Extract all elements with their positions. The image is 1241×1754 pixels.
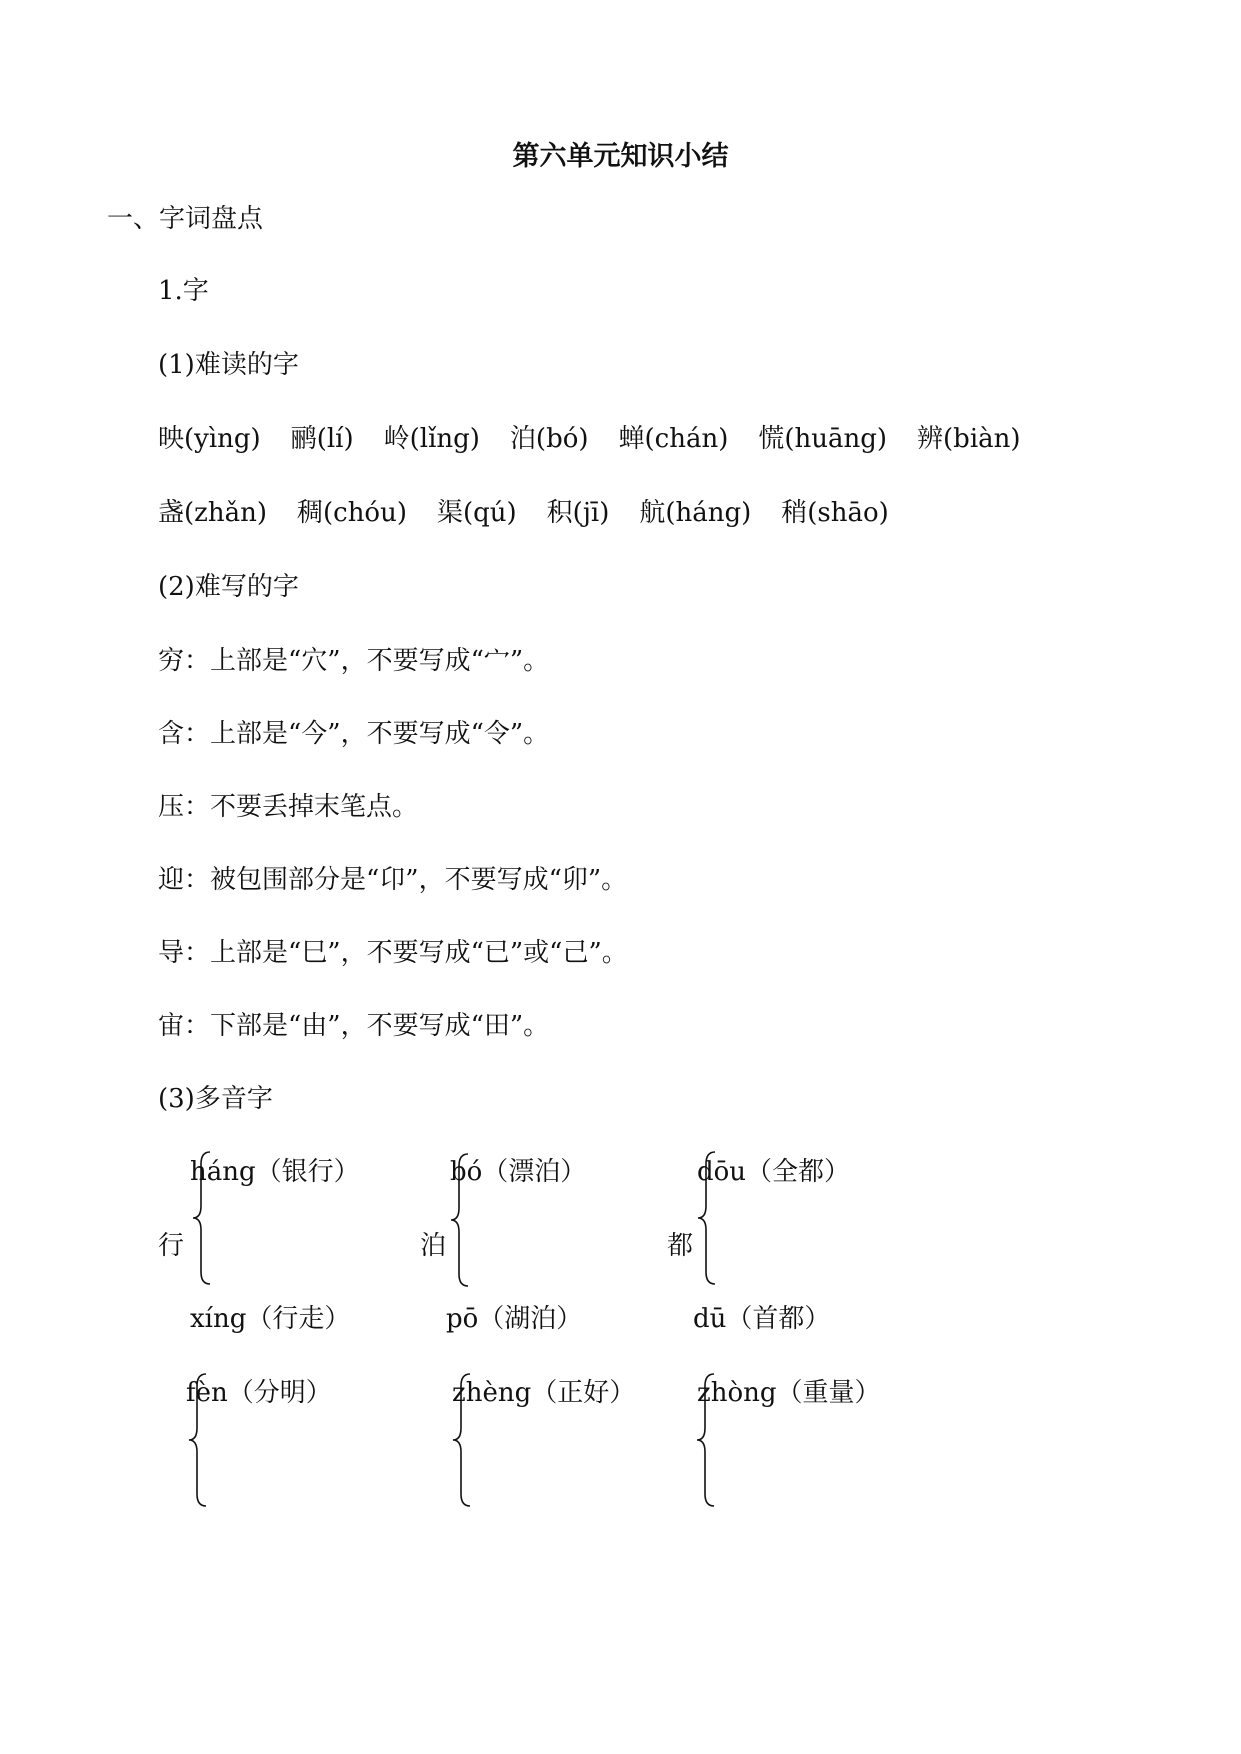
polyphone-reading-top: fèn（分明） — [186, 1378, 332, 1408]
hard-read-row-1 — [158, 418, 1051, 455]
char-pinyin: 映(yìng) — [158, 424, 261, 454]
hard-write-item: 宙：下部是“由”，不要写成“田”。 — [158, 1011, 550, 1041]
char-pinyin: 航(háng) — [639, 498, 752, 528]
char-pinyin: 慌(huāng) — [758, 424, 888, 454]
hard-write-item: 导：上部是“巳”，不要写成“已”或“己”。 — [158, 938, 628, 968]
hard-write-item: 压：不要丢掉末笔点。 — [158, 792, 419, 822]
polyphonic-heading: (3)多音字 — [158, 1084, 273, 1114]
hard-read-heading: (1)难读的字 — [158, 350, 299, 380]
section-heading-vocab: 一、字词盘点 — [107, 204, 264, 234]
char-pinyin: 岭(lǐng) — [383, 424, 480, 454]
brace-icon — [448, 1152, 472, 1288]
brace-icon — [450, 1372, 474, 1508]
polyphone-char: 行 — [158, 1231, 185, 1261]
polyphone-reading-bottom: dū（首都） — [693, 1304, 831, 1334]
page-title: 第六单元知识小结 — [512, 141, 729, 172]
char-pinyin: 盏(zhǎn) — [158, 498, 267, 528]
polyphone-reading-top: zhòng（重量） — [697, 1378, 881, 1408]
hard-write-item: 迎：被包围部分是“卬”，不要写成“卯”。 — [158, 865, 628, 895]
brace-icon — [186, 1372, 210, 1508]
char-pinyin: 稍(shāo) — [781, 498, 889, 528]
polyphone-reading-bottom: xíng（行走） — [190, 1304, 351, 1334]
char-pinyin: 鹂(lí) — [290, 424, 354, 454]
char-pinyin: 辨(biàn) — [917, 424, 1021, 454]
hard-read-row-2 — [158, 492, 919, 529]
hard-write-heading: (2)难写的字 — [158, 572, 299, 602]
brace-icon — [190, 1150, 214, 1286]
polyphone-reading-bottom: pō（湖泊） — [446, 1304, 583, 1334]
subsection-characters: 1.字 — [158, 276, 209, 306]
polyphone-reading-top: dōu（全都） — [697, 1157, 851, 1187]
polyphone-char: 都 — [667, 1231, 694, 1261]
hard-write-item: 含：上部是“今”，不要写成“令”。 — [158, 719, 550, 749]
polyphone-reading-top: bó（漂泊） — [450, 1157, 587, 1187]
hard-write-item: 穷：上部是“穴”，不要写成“宀”。 — [158, 646, 550, 676]
char-pinyin: 泊(bó) — [509, 424, 589, 454]
char-pinyin: 积(jī) — [546, 498, 610, 528]
brace-icon — [695, 1150, 719, 1286]
polyphone-reading-top: zhèng（正好） — [452, 1378, 636, 1408]
brace-icon — [694, 1372, 718, 1508]
char-pinyin: 渠(qú) — [436, 498, 517, 528]
polyphone-reading-top: háng（银行） — [190, 1157, 360, 1187]
char-pinyin: 稠(chóu) — [296, 498, 407, 528]
char-pinyin: 蝉(chán) — [618, 424, 729, 454]
polyphone-char: 泊 — [420, 1231, 447, 1261]
